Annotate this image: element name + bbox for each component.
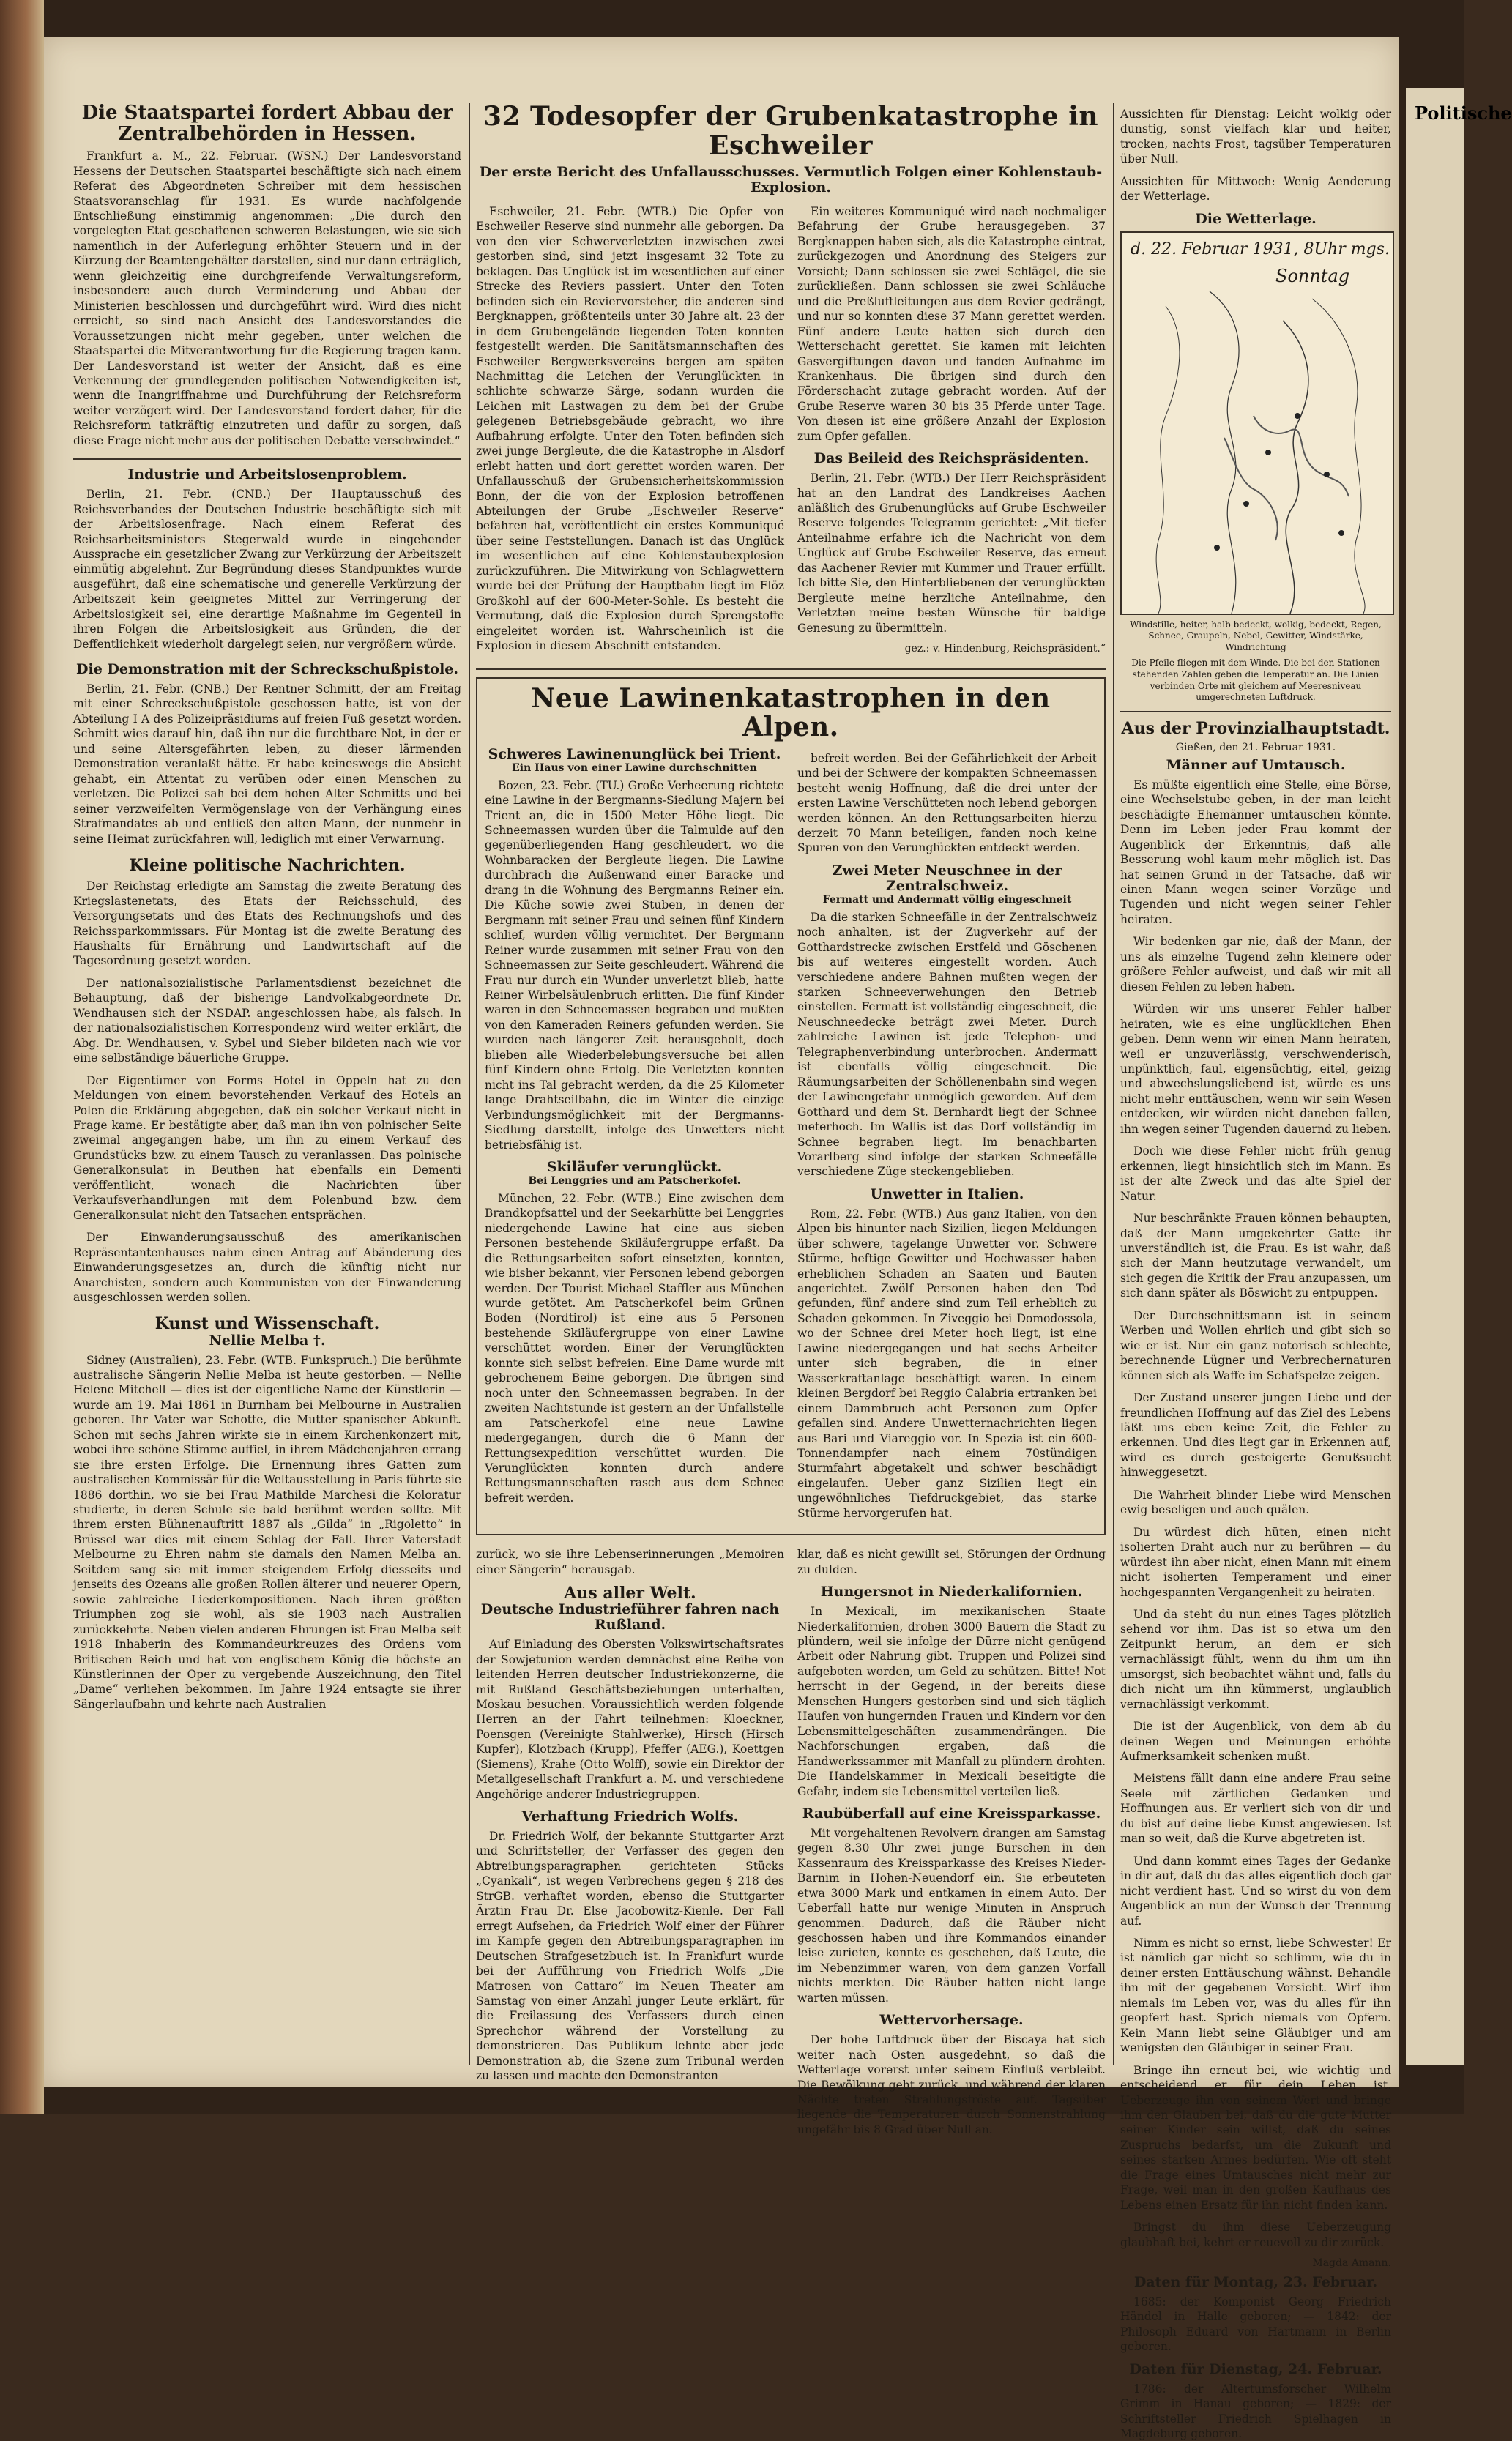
text-maenner-14: Nimm es nicht so ernst, liebe Schwester! Er ist nämlich gar nicht so schlimm, wie du in deiner ersten Enttäuschung wähnst. Behandle ihn mit der gegebenen Vorsicht. Wirf ihm niemals im Leben vor, was du alles für ihn geopfert hast. Sprich niemals von Opfern. Kein Mann liebt seine Gläubiger und am wenigsten den Gläubiger in seiner Frau.: [1120, 1937, 1391, 2055]
text-melba-cont: zurück, wo sie ihre Lebenserinnerungen „Memoiren einer Sängerin“ herausgab.: [476, 1548, 784, 1576]
text-kleine-4: Der Einwanderungsausschuß des amerikanischen Repräsentantenhauses nahm einen Antrag auf Abänderung des Einwanderungsgesetzes an, durch die künftig nicht nur Anarchisten, sondern auch Kommunisten von der Einwanderung ausgeschlossen werden sollen.: [73, 1231, 461, 1304]
text-maenner-9: Du würdest dich hüten, einen nicht isolierten Draht auch nur zu berühren — du würdest ihn aber nicht, einen Mann mit einem nicht isolierten Temperament und einer hochgespannten Vergangenheit zu heiraten.: [1120, 1525, 1391, 1599]
subheadline-neuschnee: Fermatt und Andermatt völlig eingeschneit: [822, 893, 1072, 906]
article-staatspartei: [73, 103, 461, 448]
subheadline-melba: Nellie Melba †.: [209, 1332, 326, 1349]
text-eschweiler-2: Ein weiteres Kommuniqué wird nach nochmaliger Befahrung der Grube herausgegeben. 37 Bergknappen haben sich, als die Katastrophe eintrat, zurückgezogen und Anordnung des Steigers zur Vorsicht; Dann schlossen sie zwei Schlägel, die sie zurückließen. Dann schlossen sie zwei Schläuche und die Preßluftleitungen aus dem Revier gedrängt, und nur so konnten diese 37 Mann gerettet werden. Fünf andere Leute hatten sich durch den Wetterschacht gerettet. Sie kamen mit leichten Gasvergiftungen davon und fanden Aufnahme im Krankenhaus. Die übrigen sind durch den Förderschacht zutage gebracht worden. Auf der Grube Reserve waren 30 bis 35 Pferde unter Tage. Von diesen ist eine größere Anzahl der Explosion zum Opfer gefallen.: [797, 204, 1106, 443]
text-maenner-11: Die ist der Augenblick, von dem ab du deinen Wegen und Meinungen erhöhte Aufmerksamkeit schenken mußt.: [1120, 1720, 1391, 1764]
text-beileid: Berlin, 21. Febr. (WTB.) Der Herr Reichspräsident hat an den Landrat des Landkreises Aachen anläßlich des Grubenunglücks auf Grube Eschweiler Reserve folgendes Telegramm gerichtet: „Mit tiefer Anteilnahme erfahre ich die Nachricht von dem Unglück auf Grube Eschweiler Reserve, das erneut das Aachener Revier mit Kummer und Trauer erfüllt. Ich bitte Sie, den Hinterbliebenen der verunglückten Bergleute meine herzliche Anteilnahme, den Verletzten meine besten Wünsche für baldige Genesung zu übermitteln.: [797, 472, 1106, 635]
divider: [1120, 711, 1391, 712]
article-kunst: [73, 1315, 461, 1712]
text-aussicht-2: Aussichten für Mittwoch: Wenig Aenderung der Wetterlage.: [1120, 174, 1391, 204]
weather-map-graphic: [1122, 233, 1393, 614]
text-kleine-1: Der Reichstag erledigte am Samstag die zweite Beratung des Kriegslastenetats, des Etats der Reichsschuld, des Versorgungsetats und des Etats des Rechnungshofs und des Reichssparkommissars. Für Montag ist die zweite Beratung des Haushalts für Ernährung und Landwirtschaft auf die Tagesordnung gesetzt worden.: [73, 879, 461, 968]
text-eschweiler-1: Eschweiler, 21. Febr. (WTB.) Die Opfer von Eschweiler Reserve sind nunmehr alle geborgen. Da von den vier Schwerverletzten inzwischen zwei gestorben sind, sind jetzt insgesamt 32 Tote zu beklagen. Das Unglück ist im wesentlichen auf einer Strecke des Reviers passiert. Unter den Toten befinden sich ein Reviervorsteher, die anderen sind Bergknappen, größtenteils unter 30 Jahre alt. 23 der in dem Grubengelände liegenden Toten konnten festgestellt werden. Die Sanitätsmannschaften des Eschweiler Bergwerksvereins bergen am späten Nachmittag die Leichen der Verunglückten in schlichte schwarze Särge, sodann wurden die Leichen mit Lastwagen zu dem bei der Grube gelegenen Betriebsgebäude gebracht, wo ihre Aufbahrung erfolgte. Unter den Toten befinden sich zwei junge Bergleute, die die Katastrophe in Alsdorf erlebt hatten und dort gerettet worden waren. Der Unfallausschuß der Grubensicherheitskommission Bonn, der die von der Explosion betroffenen Abteilungen der Grube „Eschweiler Reserve“ befahren hat, veröffentlicht ein erstes Kommuniqué über seine Feststellungen. Danach ist das Unglück im wesentlichen auf eine Kohlenstaubexplosion zurückzuführen. Die Mitwirkung von Schlagwettern wurde bei der Prüfung der Hauptbahn liegt im Flöz Großkohl auf der 600-Meter-Sohle. Es besteht die Vermutung, daß die Explosion durch Sprengstoffe eingeleitet worden ist. Wahrscheinlich ist die Explosion in diesem Abschnitt entstanden.: [476, 204, 784, 653]
headline-provinz: Aus der Provinzialhauptstadt.: [1121, 718, 1390, 738]
headline-demonstration: Die Demonstration mit der Schreckschußpistole.: [76, 661, 458, 678]
lawinen-columns: [485, 747, 1097, 1529]
text-maenner-2: Wir bedenken gar nie, daß der Mann, der uns als einzelne Tugend zehn kleinere oder größere Fehler aufweist, und daß wir mit all diesen Fehlen zu leben haben.: [1120, 935, 1391, 994]
text-maenner-16: Bringst du ihm diese Ueberzeugung glaubhaft bei, kehrt er reuevoll zu dir zurück.: [1120, 2221, 1391, 2249]
subheadline-eschweiler: Der erste Bericht des Unfallausschusses. Vermutlich Folgen einer Kohlenstaub-Explosion.: [479, 164, 1103, 196]
text-maenner-6: Der Durchschnittsmann ist in seinem Werben und Wollen ehrlich und gibt sich so wie er ist. Nur ein ganz notorisch schlechte, berechnende Lügner und Verbrechernaturen können sich als Waffe im Schafspelze zeigen.: [1120, 1308, 1391, 1382]
column-left: [73, 103, 461, 2065]
headline-skilaeufer: Skiläufer verunglückt.: [546, 1158, 723, 1175]
article-industrie: [73, 467, 461, 652]
article-kleine: [73, 857, 461, 1305]
lawinen-col-b: [797, 747, 1097, 1529]
headline-industrie: Industrie und Arbeitslosenproblem.: [127, 466, 407, 483]
text-wetter: Der hohe Luftdruck über der Biscaya hat sich weiter nach Osten ausgedehnt, so daß die Wetterlage vorerst unter seinem Einfluß verbleibt. Die Bewölkung geht zurück, und während der klaren Nächte treten Strahlungsfröste auf. Tagsüber liegende die Temperaturen durch Sonnenstrahlung ungefähr bis 8 Grad über Null an.: [797, 2033, 1106, 2136]
text-neuschnee: Da die starken Schneefälle in der Zentralschweiz noch anhalten, ist der Zugverkehr auf der Gotthardstrecke zwischen Erstfeld und Göschenen bis auf weiteres eingestellt worden. Auch verschiedene andere Bahnen mußten wegen der starken Schneeverwehungen den Betrieb einstellen. Fermatt ist vollständig eingeschneit, die Neuschneedecke beträgt zwei Meter. Durch zahlreiche Lawinen ist jede Telephon- und Telegraphenverbindung unterbrochen. Andermatt ist ebenfalls völlig eingeschneit. Die Räumungsarbeiten der Schöllenenbahn sind wegen der Lawinengefahr unmöglich geworden. Auf dem Gotthard und dem St. Bernhardt liegt der Schnee meterhoch. Im Wallis ist das Dorf vollständig im Schnee begraben liegt. Im benachbarten Vorarlberg sind infolge der starken Schneefälle verschiedene Züge steckengeblieben.: [797, 910, 1097, 1179]
text-industrie: Berlin, 21. Febr. (CNB.) Der Hauptausschuß des Reichsverbandes der Deutschen Industrie beschäftigte sich mit der Arbeitslosenfrage. Nach einem Referat des Reichsarbeitsministers Stegerwald wurde in eingehender Aussprache ein gesetzlicher Zwang zur Verkürzung der Arbeitszeit einmütig abgelehnt. Zur Begründung dieses Standpunktes wurde ausgeführt, daß eine schematische und generelle Verkürzung der Arbeitszeit kein geeignetes Mittel zur Verringerung der Arbeitslosigkeit sei, eine derartige Maßnahme im Gegenteil in ihren Folgen die Arbeitslosigkeit aus Gründen, die der Deffentlichkeit wiederholt dargelegt seien, nur vergrößern würde.: [73, 488, 461, 651]
weather-map: [1120, 231, 1394, 615]
article-demonstration: [73, 662, 461, 846]
text-russland: Auf Einladung des Obersten Volkswirtschaftsrates der Sowjetunion werden demnächst eine Reihe von leitenden Herren deutscher Industriekonzerne, die mit Rußland Geschäftsbeziehungen unterhalten, Moskau besuchen. Voraussichtlich werden folgende Herren an der Fahrt teilnehmen: Kloeckner, Poensgen (Vereinigte Stahlwerke), Hirsch (Hirsch Kupfer), Klotzbach (Krupp), Pfeffer (AEG.), Koettgen (Siemens), Krahe (Otto Wolff), sowie ein Direktor der Metallgesellschaft Frankfurt a. M. und verschiedene Angehörige anderer Industriegruppen.: [476, 1638, 784, 1801]
text-kleine-3: Der Eigentümer von Forms Hotel in Oppeln hat zu den Meldungen von einem bevorstehenden Verkauf des Hotels an Polen die Erklärung abgegeben, daß ein solcher Verkauf nicht in Frage kame. Er bestätigte aber, daß man ihn von polnischer Seite zweimal angegangen habe, um ihn zu einem Verkauf des Grundstücks bzw. zu einem Tausch zu veranlassen. Das polnische Generalkonsulat in Beuthen hat ebenfalls ein Dementi veröffentlicht, wonach die Nachrichten über Verkaufsverhandlungen mit dem Polenbund bzw. dem Generalkonsulat nicht den Tatsachen entsprächen.: [73, 1073, 461, 1222]
headline-daten-dienstag: Daten für Dienstag, 24. Februar.: [1129, 2360, 1382, 2377]
divider: [73, 458, 461, 460]
adjacent-page-title: Politische: [1415, 103, 1512, 124]
headline-staatspartei: Die Staatspartei fordert Abbau der Zentralbehörden in Hessen.: [81, 102, 453, 145]
eschweiler-col-a: [476, 200, 784, 661]
text-daten-montag: 1685: der Komponist Georg Friedrich Händel in Halle geboren; — 1842: der Philosoph Eduard von Hartmann in Berlin geboren.: [1120, 2295, 1391, 2354]
headline-hunger: Hungersnot in Niederkalifornien.: [820, 1584, 1083, 1600]
text-skilaeufer: München, 22. Febr. (WTB.) Eine zwischen dem Brandkopfsattel und der Seekarhütte bei Lenggries niedergehende Lawine hat eine aus sieben Personen bestehende Skiläufergruppe erfaßt. Da die Rettungsarbeiten sofort einsetzten, konnten, wie bisher bekannt, vier Personen lebend geborgen werden. Der Tourist Michael Staffler aus München wurde getötet. Am Patscherkofel beim Grünen Boden (Nordtirol) ist eine aus 5 Personen bestehende Skiläufergruppe von einer Lawine verschüttet worden. Einer der Verunglückten konnte sich selbst befreien. Eine Dame wurde mit gebrochenem Beine geborgen. Die übrigen sind noch unter den Schneemassen begraben. In der zweiten Nachtstunde ist gestern an der Unfallstelle am Patscherkofel eine neue Lawine niedergegangen, durch die 6 Mann der Rettungsexpedition verschüttet wurden. Die Verunglückten konnten durch andere Rettungsmannschaften rasch aus dem Schnee befreit werden.: [485, 1191, 784, 1505]
headline-neuschnee: Zwei Meter Neuschnee in der Zentralschweiz.: [832, 862, 1062, 894]
headline-maenner: Männer auf Umtausch.: [1166, 756, 1346, 773]
headline-italien: Unwetter in Italien.: [870, 1185, 1024, 1202]
text-demonstration: Berlin, 21. Febr. (CNB.) Der Rentner Schmitt, der am Freitag mit einer Schreckschußpistole geschossen hatte, ist von der Abteilung I A des Polizeipräsidiums auf freien Fuß gesetzt worden. Schmitt wies darauf hin, daß ihn nur die furchtbare Not, in der er und seine Altersgefährten leben, zu dieser lärmenden Demonstration veranlaßt hätte. Er habe keineswegs die Absicht gehabt, ein Attentat zu verüben oder einen Menschen zu verletzen. Die Polizei sah bei dem hohen Alter Schmitts und bei seiner verzweifelten Vermögenslage von der Verhängung eines Strafmandates ab und entließ den alten Mann, der nunmehr in seine Heimat zurückfahren will, lediglich mit einer Verwarnung.: [73, 682, 461, 846]
text-staatspartei: Frankfurt a. M., 22. Februar. (WSN.) Der Landesvorstand Hessens der Deutschen Staatspartei beschäftigte sich nach einem Referat des Abgeordneten Schreiber mit dem hessischen Staatsvoranschlag für 1931. Es wurde nachfolgende Entschließung einstimmig angenommen: „Die durch den vorgelegten Etat geschaffenen schweren Belastungen, wie sie sich namentlich in der Auferlegung erhöhter Steuern und in der Kürzung der Beamtengehälter darstellen, sind nur dann erträglich, wenn gleichzeitig eine durchgreifende Verwaltungsreform, insbesondere auch durch Verminderung und Abbau der Ministerien beschlossen und durchgeführt wird. Wird dies nicht erreicht, so sind nach Ansicht des Landesvorstandes die Voraussetzungen nicht mehr gegeben, unter welchen die Staatspartei die Mitverantwortung für die Regierung tragen kann. Der Landesvorstand ist weiter der Ansicht, daß es eine Verkennung der grundlegenden politischen Notwendigkeiten ist, wenn die Inangriffnahme und Durchführung der Reichsreform weiter verzögert wird. Der Landesvorstand fordert daher, für die Reichsreform tatkräftig einzutreten und dafür zu sorgen, daß diese Frage nicht mehr aus der politischen Debatte verschwindet.“: [73, 149, 461, 447]
book-spine: [0, 0, 44, 2114]
text-maenner-7: Der Zustand unserer jungen Liebe und der freundlichen Hoffnung auf das Ziel des Lebens läßt uns eben keine Zeit, die Fehler zu erkennen. Und dies liegt gar in Erkennen auf, wird es durch gesteigerte Genußsucht hinweggesetzt.: [1120, 1391, 1391, 1480]
weather-map-legend-1: Windstille, heiter, halb bedeckt, wolkig, bedeckt, Regen, Schnee, Graupeln, Nebel, Gewitter, Windstärke, Windrichtung: [1130, 619, 1382, 652]
lawinen-box: [476, 677, 1106, 1536]
headline-beileid: Das Beileid des Reichspräsidenten.: [813, 450, 1090, 467]
headline-wetter: Wettervorhersage.: [879, 2012, 1024, 2029]
text-lawine-cont: befreit werden. Bei der Gefährlichkeit der Arbeit und bei der Schwere der kompakten Schneemassen besteht wenig Hoffnung, daß die drei unter der ersten Lawine Verschütteten noch lebend geborgen werden können. An den Rettungsarbeiten hierzu derzeit 70 Mann beteiligen, fanden noch keine Spuren von den Verunglückten entdeckt werden.: [797, 751, 1097, 855]
headline-daten-montag: Daten für Montag, 23. Februar.: [1133, 2274, 1378, 2291]
signature-hindenburg: gez.: v. Hindenburg, Reichspräsident.“: [904, 643, 1106, 655]
text-raub: Mit vorgehaltenen Revolvern drangen am Samstag gegen 8.30 Uhr zwei junge Burschen in den Kassenraum des Kreissparkasse des Kreises Nieder-Barnim in Hohen-Neuendorf ein. Sie erbeuteten etwa 3000 Mark und entkamen in einem Auto. Der Ueberfall hatte nur wenige Minuten in Anspruch genommen. Dadurch, daß die Räuber nicht geschossen haben und ihre Kommandos einander leise zuriefen, konnte es geschehen, daß Leute, die im Nebenzimmer waren, von dem ganzen Vorfall nichts merkten. Die Räuber hatten nicht lange warten müssen.: [797, 1826, 1106, 2005]
text-trient: Bozen, 23. Febr. (TU.) Große Verheerung richtete eine Lawine in der Bergmanns-Siedlung Majern bei Trient an, die in 1500 Meter Höhe liegt. Die Schneemassen wurden über die Talmulde auf den gegenüberliegenden Hang geschleudert, wo die Wohnbaracken der Bergleute liegen. Die Lawine durchbrach die Außenwand einer Baracke und drang in die Wohnung des Bergmanns Reiner ein. Die Küche sowie zwei Stuben, in denen der Bergmann mit seiner Frau und seinen fünf Kindern schlief, wurden völlig vernichtet. Der Bergmann Reiner wurde zusammen mit seiner Frau von den Schneemassen zur Seite geschleudert. Während die Frau nur durch ein Wunder unverletzt blieb, hatte Reiner Wirbelsäulenbruch erlitten. Die fünf Kinder waren in den Schneemassen begraben und mußten von den Kameraden Reiners gefunden werden. Sie wurden nach längerer Zeit herausgeholt, doch blieben alle Wiederbelebungsversuche bei allen fünf Kindern ohne Erfolg. Die Verletzten konnten nicht ins Tal gebracht werden, da die 25 Kilometer lange Drahtseilbahn, die im Winter die einzige Verbindungsmöglichkeit mit der Bergmanns-Siedlung darstellt, infolge des Unwetters nicht betriebsfähig ist.: [485, 778, 784, 1152]
lawinen-col-a: [485, 747, 784, 1529]
headline-eschweiler: 32 Todesopfer der Grubenkatastrophe in Eschweiler: [483, 101, 1099, 161]
column-right: [1120, 103, 1392, 2441]
headline-trient: Schweres Lawinenunglück bei Trient.: [488, 745, 781, 762]
adjacent-page: [1406, 88, 1512, 2065]
divider: [476, 668, 1106, 670]
text-wolf-cont: klar, daß es nicht gewillt sei, Störungen der Ordnung zu dulden.: [797, 1548, 1106, 1576]
text-daten-dienstag: 1786: der Altertumsforscher Wilhelm Grimm in Hanau geboren; — 1829: der Schriftsteller Friedrich Spielhagen in Magdeburg geboren.: [1120, 2382, 1391, 2441]
text-maenner-10: Und da steht du nun eines Tages plötzlich sehend vor ihm. Das ist so etwa um den Zeitpunkt herum, an dem er sich vernachlässigt fühlt, wenn du ihm um ihn umsorgst, sich beobachtet wähnt und, falls du dich nicht um ihn kümmerst, unglaublich vernachlässigt verkommt.: [1120, 1607, 1391, 1711]
text-maenner-15: Bringe ihn erneut bei, wie wichtig und entscheidend er für dein Leben ist. Ueberzeuge ihn von seinem Wert und bringe ihm den Glauben bei, daß du die gute Mutter seiner Kinder sein willst, daß du seines Zuspruchs bedarfst, um die Zukunft und seines starken Armes bedürfen. Wie oft steht die Frage eines Umtausches nicht mehr zur Frage, weil man in den großen Kaufhaus des Lebens einen Ersatz für ihn nicht finden kann.: [1120, 2063, 1391, 2212]
weather-map-title: d. 22. Februar 1931, 8Uhr mgs.: [1131, 239, 1390, 258]
text-maenner-1: Es müßte eigentlich eine Stelle, eine Börse, eine Wechselstube geben, in der man leicht beschädigte Ehemänner umtauschen könnte. Denn im Leben jeder Frau kommt der Augenblick der Erkenntnis, daß alle Besserung wohl kaum mehr möglich ist. Das hat seinen Grund in der Tatsache, daß wir einen Mann wegen seiner Vorzüge und Tugenden und nicht wegen seiner Fehler heiraten.: [1120, 778, 1391, 926]
column-rule: [469, 103, 470, 2065]
subheadline-trient: Ein Haus von einer Lawine durchschnitten: [512, 761, 757, 774]
text-maenner-8: Die Wahrheit blinder Liebe wird Menschen ewig beseligen und auch quälen.: [1120, 1488, 1391, 1517]
text-maenner-3: Würden wir uns unserer Fehler halber heiraten, wie es eine unglücklichen Ehen geben. Denn wenn wir einen Mann heiraten, weil er unzuverlässig, verschwenderisch, unpünktlich, faul, eigensüchtig, eitel, geizig und abwechslungsliebend ist, würde es uns nicht mehr enttäuschen, wenn wir sein Wesen entdecken, wir würden nicht daneben fallen, ihn wegen seiner Tugenden dauernd zu lieben.: [1120, 1002, 1392, 1136]
text-maenner-12: Meistens fällt dann eine andere Frau seine Seele mit zärtlichen Gedanken und Hoffnungen aus. Er verliert sich von dir und du bist auf deine liebe Kunst angewiesen. Ist man so weit, daß die Kurve abgetreten ist.: [1120, 1772, 1391, 1846]
headline-raub: Raubüberfall auf eine Kreissparkasse.: [802, 1805, 1101, 1822]
text-melba: Sidney (Australien), 23. Febr. (WTB. Funkspruch.) Die berühmte australische Sängerin Nellie Melba ist heute gestorben. — Nellie Helene Mitchell — dies ist der eigentliche Name der Künstlerin — wurde am 19. Mai 1861 in Burnham bei Melbourne in Australien geboren. Ihr Vater war Schotte, die Mutter spanischer Abkunft. Schon mit sechs Jahren wirkte sie in einem Kirchenkonzert mit, wobei ihre schöne Stimme auffiel, in ihrem Mädchenjahren errang sie ihre ersten Erfolge. Die Ernennung ihres Gatten zum australischen Kommissär für die Weltausstellung in Paris führte sie 1886 dorthin, wo sie bei Frau Mathilde Marchesi die Koloratur studierte, in deren Schule sie bald berühmt werden sollte. Mit ihrem ersten Bühnenauftritt 1887 als „Gilda“ in „Rigoletto“ in Brüssel war dies mit einem Schlag der Fall. Ihrer Vaterstadt Melbourne zu Ehren nahm sie damals den Namen Melba an. Seitdem sang sie mit immer steigendem Erfolg diesseits und jenseits des Ozeans alle großen Rollen älterer und neuerer Opern, sowie zahlreiche Liederkompositionen. Nach ihren größten Triumphen zog sie wohl, als sie 1903 nach Australien zurückkehrte. Neben vielen anderen Ehrungen ist Frau Melba seit 1918 Inhaberin des Kommandeurkreuzes des Ordens vom Britischen Reich und hat von englischem König die höchste an Künstlerinnen der Oper zu vergebende Auszeichnung, den Titel „Dame“ verliehen bekommen. Im Jahre 1924 entsagte sie ihrer Sängerlaufbahn und kehrte nach Australien: [73, 1353, 461, 1711]
column-rule: [1113, 103, 1114, 2065]
column-center: [476, 101, 1106, 2136]
newspaper-page: [44, 37, 1399, 2441]
welt-col-b: [797, 1543, 1106, 2144]
text-italien: Rom, 22. Febr. (WTB.) Aus ganz Italien, von den Alpen bis hinunter nach Sizilien, liegen Meldungen über schwere, tagelange Unwetter vor. Schwere Stürme, heftige Gewitter und Hochwasser haben erheblichen Schaden an Saaten und Bauten angerichtet. Zwölf Personen haben den Tod gefunden, fünf andere sind zum Teil erheblich zu Schaden gekommen. In Ziveggio bei Domodossola, wo der Schnee drei Meter hoch liegt, ist eine Lawine niedergegangen und hat sechs Arbeiter unter sich begraben, die in einer Wasserkraftanlage beschäftigt waren. In einem kleinen Bergdorf bei Reggio Calabria ertranken bei einem Dammbruch acht Personen zum Opfer gefallen sind. Andere Unwetternachrichten liegen aus Bari und Viareggio vor. In Spezia ist ein 600-Tonnendampfer nach einem 70stündigen Sturmfahrt abgetakelt und schwer beschädigt eingelaufen. Ueber ganz Sizilien liegt ein ungewöhnliches Tiefdruckgebiet, das starke Stürme hervorgerufen hat.: [797, 1207, 1097, 1520]
text-wolf: Dr. Friedrich Wolf, der bekannte Stuttgarter Arzt und Schriftsteller, der Verfasser des gegen den Abtreibungsparagraphen gerichteten Stücks „Cyankali“, ist wegen Verbrechens gegen § 218 des StrGB. verhaftet worden, ebenso die Stuttgarter Ärztin Frau Dr. Else Jacobowitz-Kienle. Der Fall erregt Aufsehen, da Friedrich Wolf einer der Führer im Kampfe gegen den Abtreibungsparagraphen im Deutschen Strafgesetzbuch ist. In Frankfurt wurde bei der Aufführung von Friedrich Wolfs „Die Matrosen von Cattaro“ im Neuen Theater am Samstag von einer Anzahl junger Leute erklärt, für die Freilassung des Verfassers durch einen Sprechchor während der Vorstellung zu demonstrieren. Das Publikum lehnte aber jede Demonstration ab, die Szene zum Tribunal werden zu lassen und machte den Demonstranten: [476, 1830, 784, 2083]
text-aussicht-1: Aussichten für Dienstag: Leicht wolkig oder dunstig, sonst vielfach klar und heiter, trocken, nachts Frost, tagsüber Temperaturen über Null.: [1120, 108, 1391, 166]
dateline-giessen: Gießen, den 21. Februar 1931.: [1175, 741, 1336, 753]
welt-col-a: [476, 1543, 784, 2144]
text-maenner-5: Nur beschränkte Frauen können behaupten, daß der Mann umgekehrter Gatte ihr unverständlich ist, die Frau. Es ist wahr, daß sich der Mann heutzutage verwandelt, um sich gegen die Kritik der Frau anzupassen, um sich dann später als Böswicht zu entpuppen.: [1120, 1212, 1391, 1300]
weather-map-legend-2: Die Pfeile fliegen mit dem Winde. Die bei den Stationen stehenden Zahlen geben die Temperatur an. Die Linien verbinden Orte mit gleichem auf Meeresniveau umgerechneten Luftdruck.: [1131, 657, 1380, 703]
eschweiler-columns: [476, 200, 1106, 661]
weather-map-sonntag: Sonntag: [1275, 265, 1350, 286]
headline-wetterlage: Die Wetterlage.: [1195, 210, 1317, 227]
text-maenner-13: Und dann kommt eines Tages der Gedanke in dir auf, daß du das alles eigentlich doch gar nicht verdient hast. Und so wirst du von dem Augenblick an nun der Wunsch der Trennung auf.: [1120, 1854, 1391, 1928]
subheadline-skilaeufer: Bei Lenggries und am Patscherkofel.: [528, 1174, 741, 1187]
headline-kunst: Kunst und Wissenschaft.: [154, 1314, 380, 1334]
signature-amann: Magda Amann.: [1312, 2257, 1391, 2270]
headline-welt: Aus aller Welt.: [564, 1584, 696, 1603]
headline-kleine: Kleine politische Nachrichten.: [129, 856, 406, 875]
headline-wolf: Verhaftung Friedrich Wolfs.: [521, 1808, 739, 1825]
headline-russland: Deutsche Industrieführer fahren nach Rußland.: [480, 1601, 780, 1633]
text-kleine-2: Der nationalsozialistische Parlamentsdienst bezeichnet die Behauptung, daß der bisherige Landvolkabgeordnete Dr. Wendhausen sich der NSDAP. angeschlossen habe, als falsch. In der nationalsozialistischen Korrespondenz wird weiter erklärt, die Abg. Dr. Wendhausen, v. Sybel und Sieber bildeten nach wie vor eine selbständige bäuerliche Gruppe.: [73, 976, 461, 1065]
text-hunger: In Mexicali, im mexikanischen Staate Niederkalifornien, drohen 3000 Bauern die Stadt zu plündern, weil sie infolge der Dürre nicht genügend Arbeit oder Nahrung gibt. Truppen und Polizei sind aufgeboten worden, um Geld zu schützen. Bitte! Not herrscht in der Gegend, in der bereits diese Menschen Hungers gestorben sind und sich täglich Haufen von hungernden Frauen und Kindern vor den Lebensmittelgeschäften zusammendrängen. Die Nachforschungen ergaben, daß die Handwerkssammer mit Manfall zu plündern drohten. Die Handelskammer in Mexicali beseitigte die Gefahr, indem sie Lebensmittel verteilen ließ.: [797, 1605, 1106, 1798]
headline-lawinen: Neue Lawinenkatastrophen in den Alpen.: [531, 682, 1051, 743]
text-maenner-4: Doch wie diese Fehler nicht früh genug erkennen, liegt hinsichtlich sich im Mann. Es ist der alte Zweck und das alte Spiel der Natur.: [1120, 1144, 1391, 1203]
welt-columns: [476, 1543, 1106, 2144]
eschweiler-col-b: [797, 200, 1106, 661]
